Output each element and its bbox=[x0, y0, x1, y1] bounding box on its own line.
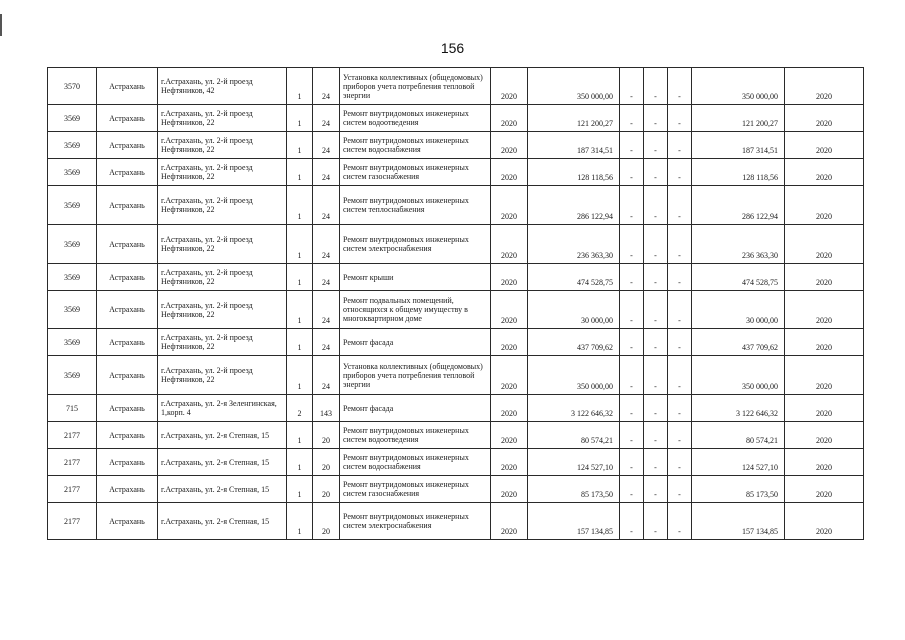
row-cost: 286 122,94 bbox=[528, 186, 620, 225]
row-dash-3: - bbox=[668, 422, 692, 449]
row-entrances: 1 bbox=[287, 329, 313, 356]
row-address: г.Астрахань, ул. 2-й проезд Нефтяников, 42 bbox=[158, 68, 287, 105]
row-cost: 350 000,00 bbox=[528, 68, 620, 105]
row-dash-2: - bbox=[644, 422, 668, 449]
row-dash-1: - bbox=[620, 132, 644, 159]
row-dash-2: - bbox=[644, 186, 668, 225]
row-dash-1: - bbox=[620, 476, 644, 503]
row-year: 2020 bbox=[491, 264, 528, 291]
row-address: г.Астрахань, ул. 2-й проезд Нефтяников, 22 bbox=[158, 132, 287, 159]
row-dash-2: - bbox=[644, 105, 668, 132]
row-id: 2177 bbox=[48, 476, 97, 503]
table-row bbox=[48, 159, 864, 186]
row-id: 3569 bbox=[48, 132, 97, 159]
row-apartments: 24 bbox=[313, 132, 340, 159]
row-cost-total: 121 200,27 bbox=[692, 105, 785, 132]
row-completion-year: 2020 bbox=[785, 503, 864, 540]
row-work-type: Ремонт внутридомовых инженерных систем водоснабжения bbox=[340, 449, 491, 476]
row-year: 2020 bbox=[491, 68, 528, 105]
row-cost-total: 474 528,75 bbox=[692, 264, 785, 291]
table-row bbox=[48, 503, 864, 540]
table-row bbox=[48, 449, 864, 476]
row-apartments: 24 bbox=[313, 291, 340, 329]
row-entrances: 1 bbox=[287, 186, 313, 225]
row-cost-total: 3 122 646,32 bbox=[692, 395, 785, 422]
row-cost: 3 122 646,32 bbox=[528, 395, 620, 422]
row-address: г.Астрахань, ул. 2-я Степная, 15 bbox=[158, 449, 287, 476]
row-work-type: Ремонт внутридомовых инженерных систем газоснабжения bbox=[340, 476, 491, 503]
row-city: Астрахань bbox=[97, 422, 158, 449]
row-apartments: 143 bbox=[313, 395, 340, 422]
row-id: 3570 bbox=[48, 68, 97, 105]
row-cost: 350 000,00 bbox=[528, 356, 620, 395]
row-dash-1: - bbox=[620, 329, 644, 356]
row-cost: 124 527,10 bbox=[528, 449, 620, 476]
row-dash-2: - bbox=[644, 264, 668, 291]
table-row bbox=[48, 186, 864, 225]
row-dash-2: - bbox=[644, 449, 668, 476]
row-work-type: Ремонт внутридомовых инженерных систем теплоснабжения bbox=[340, 186, 491, 225]
row-cost-total: 437 709,62 bbox=[692, 329, 785, 356]
registry-table bbox=[47, 67, 864, 540]
row-address: г.Астрахань, ул. 2-й проезд Нефтяников, 22 bbox=[158, 356, 287, 395]
row-city: Астрахань bbox=[97, 356, 158, 395]
row-city: Астрахань bbox=[97, 503, 158, 540]
table-row bbox=[48, 225, 864, 264]
page-number: 156 bbox=[440, 40, 465, 56]
table-row bbox=[48, 291, 864, 329]
row-dash-2: - bbox=[644, 329, 668, 356]
row-id: 2177 bbox=[48, 449, 97, 476]
row-dash-2: - bbox=[644, 159, 668, 186]
row-completion-year: 2020 bbox=[785, 68, 864, 105]
row-year: 2020 bbox=[491, 422, 528, 449]
row-id: 3569 bbox=[48, 105, 97, 132]
row-cost: 128 118,56 bbox=[528, 159, 620, 186]
row-year: 2020 bbox=[491, 159, 528, 186]
table-row bbox=[48, 476, 864, 503]
row-address: г.Астрахань, ул. 2-я Зеленгинская, 1,корп. 4 bbox=[158, 395, 287, 422]
row-dash-3: - bbox=[668, 264, 692, 291]
row-dash-3: - bbox=[668, 132, 692, 159]
row-dash-1: - bbox=[620, 225, 644, 264]
row-completion-year: 2020 bbox=[785, 395, 864, 422]
table-row bbox=[48, 329, 864, 356]
row-dash-1: - bbox=[620, 68, 644, 105]
row-year: 2020 bbox=[491, 449, 528, 476]
table-row bbox=[48, 395, 864, 422]
row-cost: 80 574,21 bbox=[528, 422, 620, 449]
row-apartments: 24 bbox=[313, 264, 340, 291]
row-id: 3569 bbox=[48, 159, 97, 186]
table-row bbox=[48, 105, 864, 132]
table-row bbox=[48, 356, 864, 395]
row-year: 2020 bbox=[491, 356, 528, 395]
row-completion-year: 2020 bbox=[785, 264, 864, 291]
row-apartments: 24 bbox=[313, 159, 340, 186]
row-address: г.Астрахань, ул. 2-й проезд Нефтяников, 22 bbox=[158, 264, 287, 291]
row-dash-3: - bbox=[668, 186, 692, 225]
row-id: 2177 bbox=[48, 422, 97, 449]
row-dash-2: - bbox=[644, 225, 668, 264]
row-apartments: 20 bbox=[313, 503, 340, 540]
row-dash-2: - bbox=[644, 395, 668, 422]
row-dash-1: - bbox=[620, 395, 644, 422]
row-dash-1: - bbox=[620, 503, 644, 540]
row-work-type: Ремонт подвальных помещений, относящихся к общему имуществу в многоквартирном доме bbox=[340, 291, 491, 329]
row-cost-total: 128 118,56 bbox=[692, 159, 785, 186]
row-address: г.Астрахань, ул. 2-й проезд Нефтяников, 22 bbox=[158, 291, 287, 329]
row-cost-total: 350 000,00 bbox=[692, 356, 785, 395]
row-apartments: 24 bbox=[313, 329, 340, 356]
row-dash-3: - bbox=[668, 105, 692, 132]
row-city: Астрахань bbox=[97, 132, 158, 159]
row-entrances: 1 bbox=[287, 291, 313, 329]
row-cost: 474 528,75 bbox=[528, 264, 620, 291]
row-cost: 236 363,30 bbox=[528, 225, 620, 264]
row-cost-total: 124 527,10 bbox=[692, 449, 785, 476]
row-dash-3: - bbox=[668, 476, 692, 503]
row-completion-year: 2020 bbox=[785, 132, 864, 159]
row-address: г.Астрахань, ул. 2-й проезд Нефтяников, 22 bbox=[158, 329, 287, 356]
row-completion-year: 2020 bbox=[785, 422, 864, 449]
row-id: 3569 bbox=[48, 186, 97, 225]
row-city: Астрахань bbox=[97, 395, 158, 422]
row-apartments: 24 bbox=[313, 356, 340, 395]
row-dash-1: - bbox=[620, 159, 644, 186]
row-completion-year: 2020 bbox=[785, 186, 864, 225]
row-cost: 30 000,00 bbox=[528, 291, 620, 329]
row-id: 3569 bbox=[48, 291, 97, 329]
row-apartments: 24 bbox=[313, 186, 340, 225]
row-apartments: 20 bbox=[313, 449, 340, 476]
row-work-type: Ремонт внутридомовых инженерных систем водоотведения bbox=[340, 422, 491, 449]
row-completion-year: 2020 bbox=[785, 476, 864, 503]
row-dash-2: - bbox=[644, 291, 668, 329]
row-entrances: 1 bbox=[287, 356, 313, 395]
row-year: 2020 bbox=[491, 225, 528, 264]
row-dash-1: - bbox=[620, 449, 644, 476]
row-city: Астрахань bbox=[97, 476, 158, 503]
row-city: Астрахань bbox=[97, 291, 158, 329]
table-row bbox=[48, 68, 864, 105]
row-apartments: 20 bbox=[313, 476, 340, 503]
row-cost-total: 30 000,00 bbox=[692, 291, 785, 329]
row-dash-3: - bbox=[668, 395, 692, 422]
table-body bbox=[48, 68, 864, 540]
row-id: 2177 bbox=[48, 503, 97, 540]
row-year: 2020 bbox=[491, 476, 528, 503]
row-completion-year: 2020 bbox=[785, 356, 864, 395]
row-year: 2020 bbox=[491, 503, 528, 540]
row-dash-2: - bbox=[644, 356, 668, 395]
row-entrances: 1 bbox=[287, 422, 313, 449]
row-cost: 437 709,62 bbox=[528, 329, 620, 356]
row-address: г.Астрахань, ул. 2-й проезд Нефтяников, 22 bbox=[158, 186, 287, 225]
row-dash-1: - bbox=[620, 264, 644, 291]
row-entrances: 1 bbox=[287, 449, 313, 476]
row-dash-3: - bbox=[668, 329, 692, 356]
row-dash-1: - bbox=[620, 356, 644, 395]
row-completion-year: 2020 bbox=[785, 291, 864, 329]
row-dash-2: - bbox=[644, 476, 668, 503]
row-work-type: Ремонт внутридомовых инженерных систем электроснабжения bbox=[340, 225, 491, 264]
row-id: 3569 bbox=[48, 264, 97, 291]
row-dash-3: - bbox=[668, 449, 692, 476]
row-work-type: Ремонт внутридомовых инженерных систем водоснабжения bbox=[340, 132, 491, 159]
row-year: 2020 bbox=[491, 186, 528, 225]
row-completion-year: 2020 bbox=[785, 329, 864, 356]
row-address: г.Астрахань, ул. 2-я Степная, 15 bbox=[158, 422, 287, 449]
row-dash-3: - bbox=[668, 68, 692, 105]
margin-mark bbox=[0, 14, 2, 36]
row-cost-total: 286 122,94 bbox=[692, 186, 785, 225]
row-work-type: Ремонт фасада bbox=[340, 329, 491, 356]
row-apartments: 24 bbox=[313, 68, 340, 105]
row-year: 2020 bbox=[491, 395, 528, 422]
row-cost-total: 157 134,85 bbox=[692, 503, 785, 540]
row-cost: 85 173,50 bbox=[528, 476, 620, 503]
row-city: Астрахань bbox=[97, 264, 158, 291]
row-address: г.Астрахань, ул. 2-й проезд Нефтяников, 22 bbox=[158, 105, 287, 132]
row-city: Астрахань bbox=[97, 105, 158, 132]
row-work-type: Ремонт внутридомовых инженерных систем газоснабжения bbox=[340, 159, 491, 186]
row-city: Астрахань bbox=[97, 449, 158, 476]
row-work-type: Ремонт фасада bbox=[340, 395, 491, 422]
row-city: Астрахань bbox=[97, 225, 158, 264]
row-cost: 187 314,51 bbox=[528, 132, 620, 159]
row-work-type: Ремонт крыши bbox=[340, 264, 491, 291]
table-row bbox=[48, 132, 864, 159]
row-year: 2020 bbox=[491, 105, 528, 132]
table-row bbox=[48, 264, 864, 291]
row-dash-3: - bbox=[668, 291, 692, 329]
row-year: 2020 bbox=[491, 329, 528, 356]
row-entrances: 1 bbox=[287, 264, 313, 291]
row-id: 3569 bbox=[48, 329, 97, 356]
row-city: Астрахань bbox=[97, 329, 158, 356]
row-dash-2: - bbox=[644, 132, 668, 159]
row-apartments: 20 bbox=[313, 422, 340, 449]
row-dash-3: - bbox=[668, 225, 692, 264]
row-address: г.Астрахань, ул. 2-я Степная, 15 bbox=[158, 476, 287, 503]
row-city: Астрахань bbox=[97, 159, 158, 186]
row-entrances: 1 bbox=[287, 503, 313, 540]
row-work-type: Ремонт внутридомовых инженерных систем электроснабжения bbox=[340, 503, 491, 540]
row-address: г.Астрахань, ул. 2-й проезд Нефтяников, 22 bbox=[158, 225, 287, 264]
row-id: 3569 bbox=[48, 225, 97, 264]
row-year: 2020 bbox=[491, 132, 528, 159]
row-dash-2: - bbox=[644, 68, 668, 105]
table-row bbox=[48, 422, 864, 449]
row-city: Астрахань bbox=[97, 68, 158, 105]
row-completion-year: 2020 bbox=[785, 105, 864, 132]
row-apartments: 24 bbox=[313, 105, 340, 132]
row-entrances: 2 bbox=[287, 395, 313, 422]
row-work-type: Установка коллективных (общедомовых) приборов учета потребления тепловой энергии bbox=[340, 68, 491, 105]
row-dash-2: - bbox=[644, 503, 668, 540]
row-apartments: 24 bbox=[313, 225, 340, 264]
row-address: г.Астрахань, ул. 2-я Степная, 15 bbox=[158, 503, 287, 540]
row-entrances: 1 bbox=[287, 159, 313, 186]
row-dash-3: - bbox=[668, 356, 692, 395]
row-year: 2020 bbox=[491, 291, 528, 329]
row-work-type: Ремонт внутридомовых инженерных систем водоотведения bbox=[340, 105, 491, 132]
row-entrances: 1 bbox=[287, 105, 313, 132]
row-address: г.Астрахань, ул. 2-й проезд Нефтяников, 22 bbox=[158, 159, 287, 186]
row-completion-year: 2020 bbox=[785, 225, 864, 264]
row-cost: 157 134,85 bbox=[528, 503, 620, 540]
row-completion-year: 2020 bbox=[785, 159, 864, 186]
row-entrances: 1 bbox=[287, 225, 313, 264]
row-cost-total: 80 574,21 bbox=[692, 422, 785, 449]
row-cost-total: 85 173,50 bbox=[692, 476, 785, 503]
row-work-type: Установка коллективных (общедомовых) приборов учета потребления тепловой энергии bbox=[340, 356, 491, 395]
row-dash-1: - bbox=[620, 291, 644, 329]
row-cost-total: 350 000,00 bbox=[692, 68, 785, 105]
row-completion-year: 2020 bbox=[785, 449, 864, 476]
row-dash-3: - bbox=[668, 503, 692, 540]
row-cost-total: 236 363,30 bbox=[692, 225, 785, 264]
row-id: 715 bbox=[48, 395, 97, 422]
row-dash-1: - bbox=[620, 186, 644, 225]
row-id: 3569 bbox=[48, 356, 97, 395]
row-dash-1: - bbox=[620, 105, 644, 132]
row-entrances: 1 bbox=[287, 132, 313, 159]
row-entrances: 1 bbox=[287, 68, 313, 105]
row-dash-1: - bbox=[620, 422, 644, 449]
row-dash-3: - bbox=[668, 159, 692, 186]
row-cost-total: 187 314,51 bbox=[692, 132, 785, 159]
row-cost: 121 200,27 bbox=[528, 105, 620, 132]
row-entrances: 1 bbox=[287, 476, 313, 503]
row-city: Астрахань bbox=[97, 186, 158, 225]
